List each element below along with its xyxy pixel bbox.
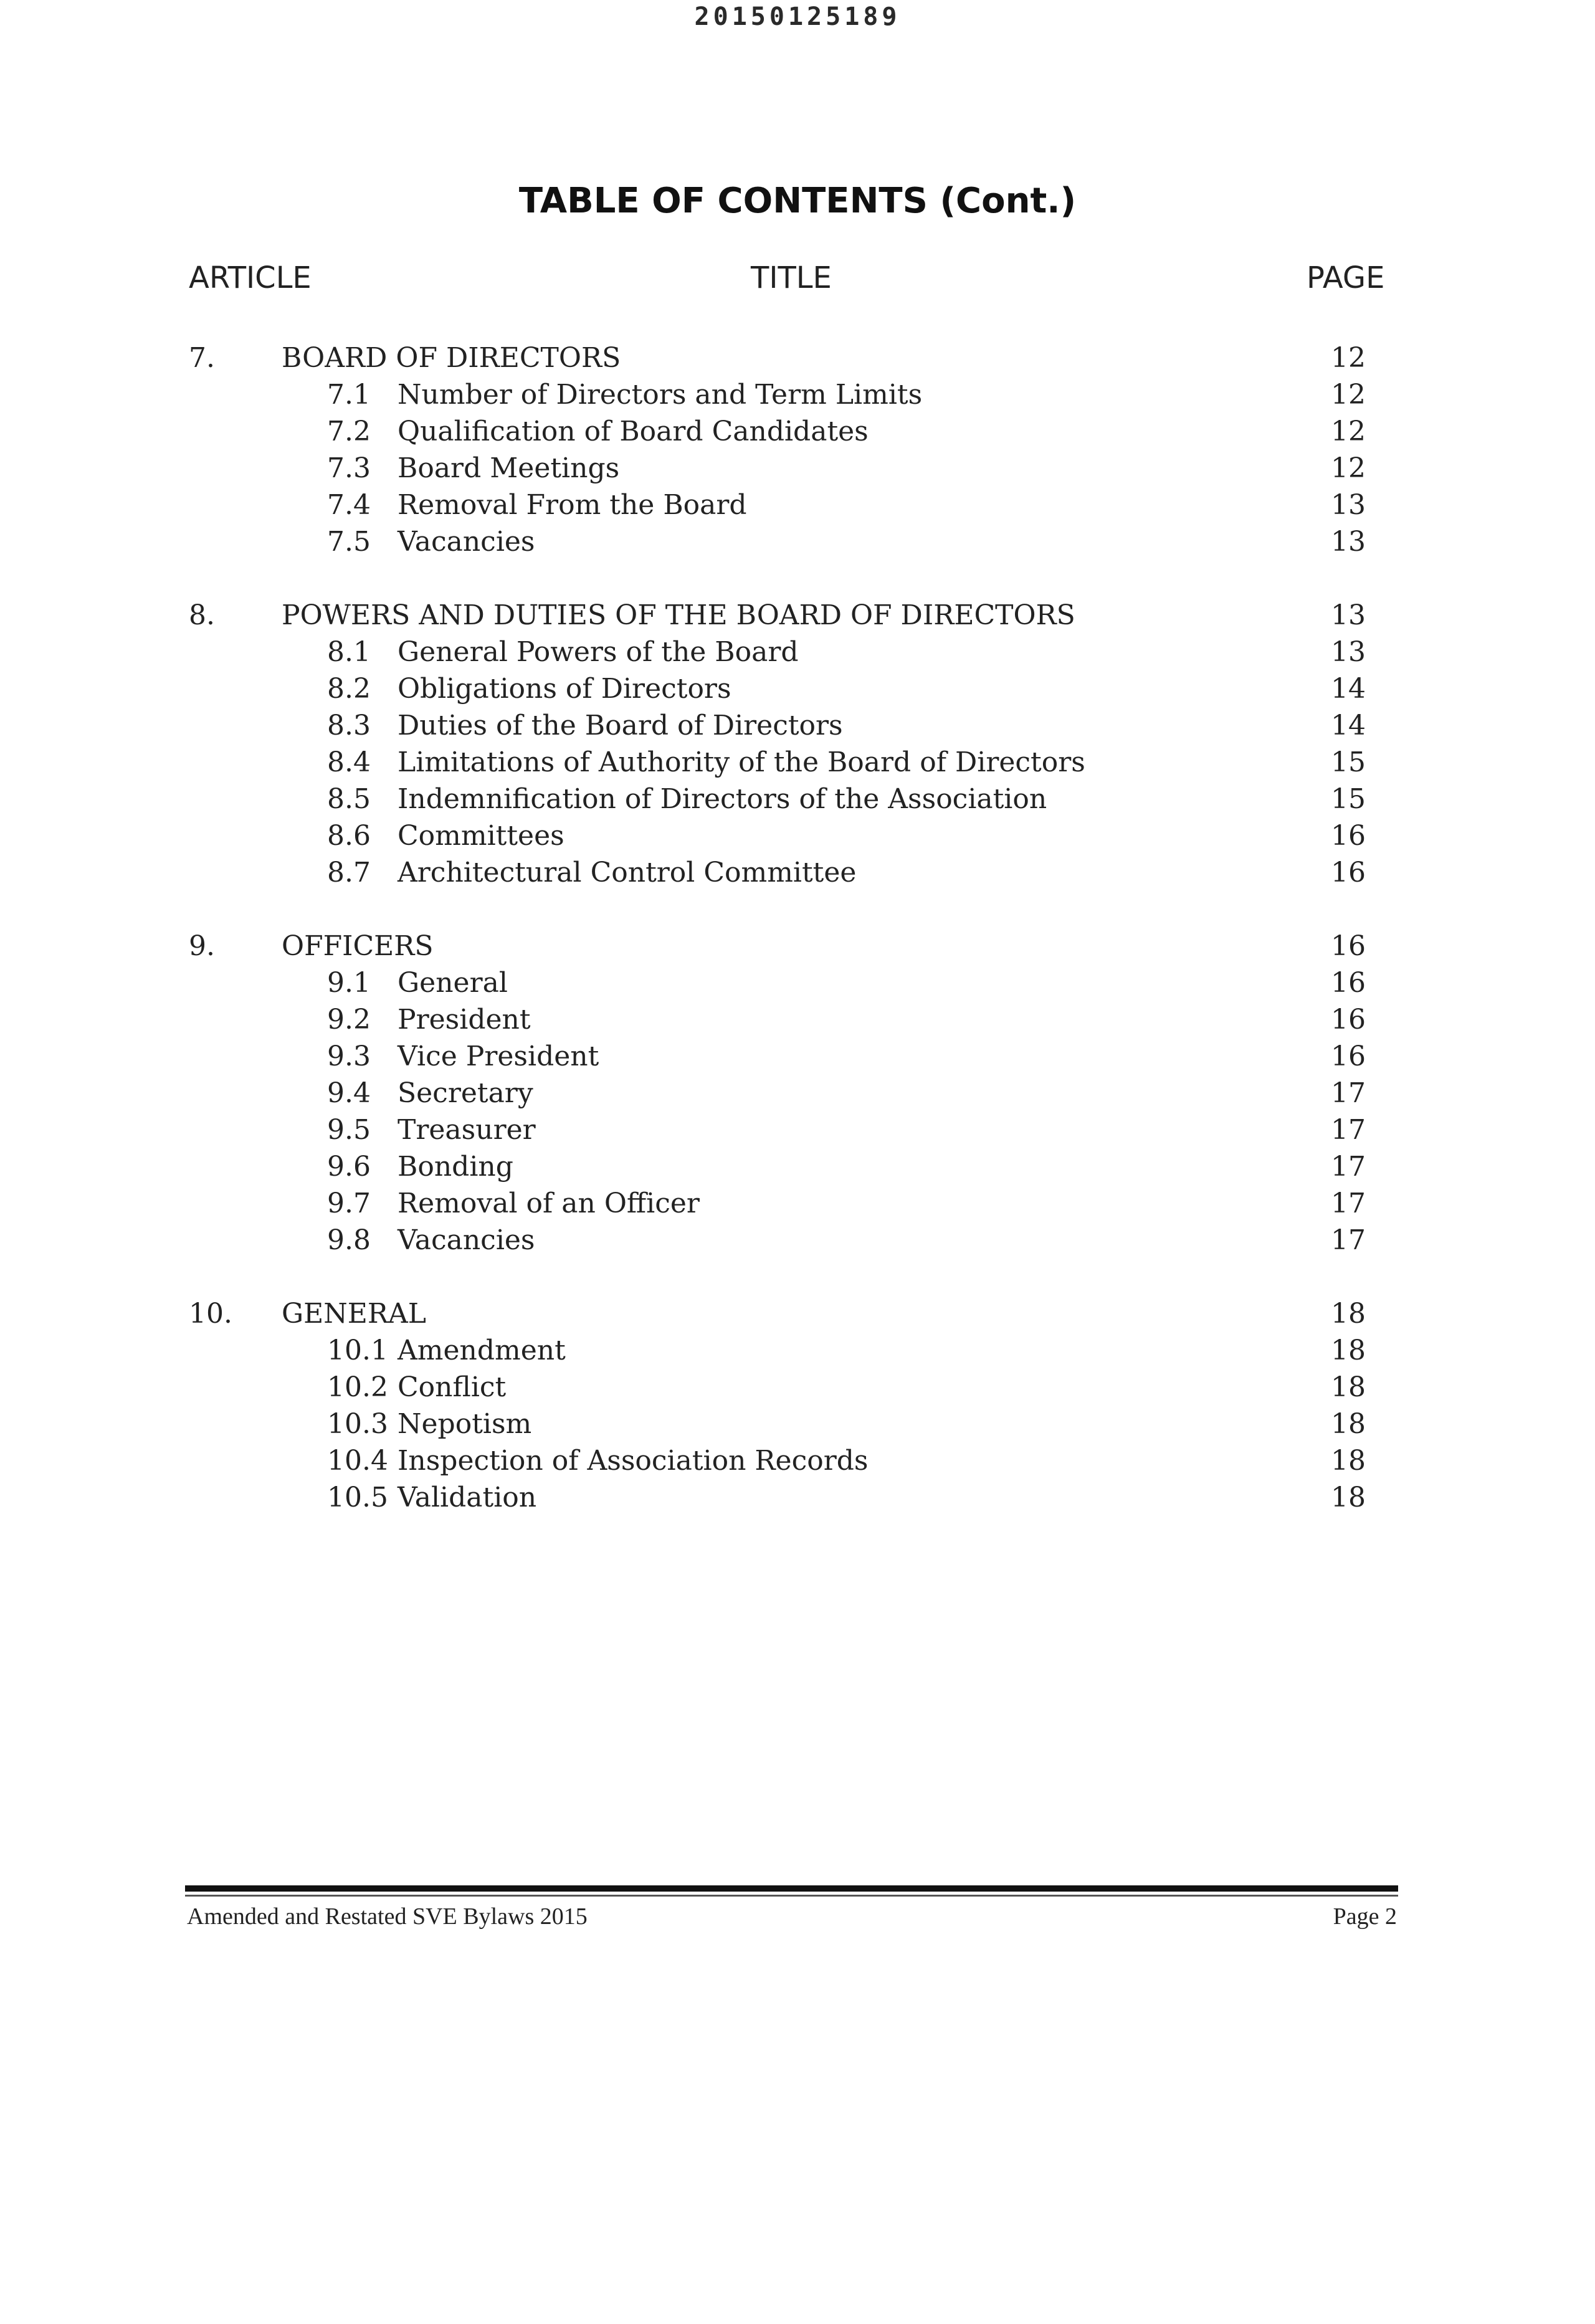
- section-title: Board Meetings: [398, 452, 620, 484]
- section-number: 9.4: [327, 1077, 371, 1109]
- footer-page-number: Page 2: [1333, 1903, 1397, 1930]
- section-page: 17: [1331, 1188, 1366, 1219]
- article-number: 8.: [189, 599, 215, 631]
- section-page: 17: [1331, 1077, 1366, 1109]
- section-title: Duties of the Board of Directors: [398, 710, 843, 741]
- section-title: Obligations of Directors: [398, 673, 731, 705]
- toc-section-row: [0, 634, 1595, 670]
- toc-section-row: [0, 1075, 1595, 1112]
- article-page: 13: [1331, 599, 1366, 631]
- section-title: Vice President: [398, 1041, 599, 1072]
- section-title: Architectural Control Committee: [398, 857, 857, 888]
- section-title: General: [398, 967, 508, 999]
- article-title: BOARD OF DIRECTORS: [282, 342, 621, 374]
- section-page: 16: [1331, 1041, 1366, 1072]
- section-page: 18: [1331, 1408, 1366, 1440]
- section-page: 18: [1331, 1445, 1366, 1477]
- section-page: 13: [1331, 526, 1366, 558]
- toc-section-row: [0, 450, 1595, 487]
- section-page: 12: [1331, 452, 1366, 484]
- column-header-page: PAGE: [1307, 260, 1385, 295]
- section-number: 8.4: [327, 746, 371, 778]
- section-number: 10.5: [327, 1482, 388, 1513]
- section-page: 13: [1331, 636, 1366, 668]
- section-number: 10.1: [327, 1335, 388, 1366]
- section-page: 18: [1331, 1482, 1366, 1513]
- section-number: 8.2: [327, 673, 371, 705]
- section-title: Inspection of Association Records: [398, 1445, 869, 1477]
- toc-section-row: [0, 413, 1595, 450]
- section-page: 14: [1331, 710, 1366, 741]
- toc-section-row: [0, 1148, 1595, 1185]
- footer-rule: [185, 1885, 1398, 1892]
- section-number: 9.5: [327, 1114, 371, 1146]
- toc-section-row: [0, 1222, 1595, 1259]
- toc-section-row: [0, 781, 1595, 817]
- section-number: 9.6: [327, 1151, 371, 1183]
- section-number: 9.2: [327, 1004, 371, 1036]
- section-title: Qualification of Board Candidates: [398, 416, 869, 447]
- toc-article-row: [0, 928, 1595, 964]
- article-number: 7.: [189, 342, 215, 374]
- toc-article-row: [0, 597, 1595, 634]
- article-title: GENERAL: [282, 1298, 427, 1330]
- section-title: Conflict: [398, 1371, 507, 1403]
- toc-section-row: [0, 1038, 1595, 1075]
- footer-rule-thin: [185, 1895, 1398, 1897]
- toc-section-row: [0, 1479, 1595, 1516]
- section-page: 17: [1331, 1224, 1366, 1256]
- toc-article-row: [0, 1295, 1595, 1332]
- toc-section-row: [0, 1112, 1595, 1148]
- section-page: 16: [1331, 820, 1366, 852]
- section-title: Secretary: [398, 1077, 533, 1109]
- section-number: 7.3: [327, 452, 371, 484]
- section-title: Indemnification of Directors of the Association: [398, 783, 1047, 815]
- toc-section-row: [0, 964, 1595, 1001]
- section-number: 8.1: [327, 636, 371, 668]
- section-number: 9.3: [327, 1041, 371, 1072]
- section-number: 10.2: [327, 1371, 388, 1403]
- section-title: Number of Directors and Term Limits: [398, 379, 923, 411]
- toc-section-row: [0, 1406, 1595, 1442]
- article-number: 10.: [189, 1298, 232, 1330]
- section-number: 7.4: [327, 489, 371, 521]
- section-number: 8.5: [327, 783, 371, 815]
- section-title: Nepotism: [398, 1408, 532, 1440]
- toc-section-row: [0, 1442, 1595, 1479]
- toc-title: TABLE OF CONTENTS (Cont.): [518, 181, 1077, 221]
- section-page: 16: [1331, 967, 1366, 999]
- column-header-article: ARTICLE: [189, 260, 312, 295]
- section-title: Amendment: [398, 1335, 566, 1366]
- section-page: 12: [1331, 416, 1366, 447]
- toc-section-row: [0, 744, 1595, 781]
- article-title: OFFICERS: [282, 930, 434, 962]
- toc-section-row: [0, 854, 1595, 891]
- section-title: President: [398, 1004, 531, 1036]
- section-title: Limitations of Authority of the Board of Directors: [398, 746, 1085, 778]
- toc-article-row: [0, 340, 1595, 376]
- section-number: 9.8: [327, 1224, 371, 1256]
- column-header-title: TITLE: [751, 260, 832, 295]
- toc-section-row: [0, 376, 1595, 413]
- article-page: 12: [1331, 342, 1366, 374]
- section-page: 15: [1331, 746, 1366, 778]
- article-page: 16: [1331, 930, 1366, 962]
- section-number: 8.6: [327, 820, 371, 852]
- section-title: Removal of an Officer: [398, 1188, 700, 1219]
- section-title: Validation: [398, 1482, 537, 1513]
- toc-section-row: [0, 523, 1595, 560]
- toc-section-row: [0, 1332, 1595, 1369]
- section-page: 17: [1331, 1151, 1366, 1183]
- section-number: 9.1: [327, 967, 371, 999]
- section-title: Committees: [398, 820, 564, 852]
- section-number: 10.3: [327, 1408, 388, 1440]
- document-number: 20150125189: [694, 2, 901, 31]
- section-page: 17: [1331, 1114, 1366, 1146]
- section-number: 7.2: [327, 416, 371, 447]
- toc-section-row: [0, 817, 1595, 854]
- toc-section-row: [0, 707, 1595, 744]
- section-number: 8.7: [327, 857, 371, 888]
- article-title: POWERS AND DUTIES OF THE BOARD OF DIRECTORS: [282, 599, 1075, 631]
- section-title: Bonding: [398, 1151, 513, 1183]
- section-number: 9.7: [327, 1188, 371, 1219]
- section-number: 10.4: [327, 1445, 388, 1477]
- section-page: 16: [1331, 1004, 1366, 1036]
- section-page: 18: [1331, 1371, 1366, 1403]
- article-number: 9.: [189, 930, 215, 962]
- section-page: 15: [1331, 783, 1366, 815]
- section-page: 13: [1331, 489, 1366, 521]
- section-title: General Powers of the Board: [398, 636, 799, 668]
- toc-section-row: [0, 1369, 1595, 1406]
- section-page: 12: [1331, 379, 1366, 411]
- section-page: 14: [1331, 673, 1366, 705]
- section-number: 7.5: [327, 526, 371, 558]
- section-number: 8.3: [327, 710, 371, 741]
- section-page: 16: [1331, 857, 1366, 888]
- article-page: 18: [1331, 1298, 1366, 1330]
- toc-section-row: [0, 487, 1595, 523]
- section-title: Removal From the Board: [398, 489, 747, 521]
- section-number: 7.1: [327, 379, 371, 411]
- toc-section-row: [0, 670, 1595, 707]
- toc-section-row: [0, 1185, 1595, 1222]
- section-page: 18: [1331, 1335, 1366, 1366]
- section-title: Treasurer: [398, 1114, 536, 1146]
- section-title: Vacancies: [398, 526, 535, 558]
- toc-section-row: [0, 1001, 1595, 1038]
- footer-title: Amended and Restated SVE Bylaws 2015: [187, 1903, 588, 1930]
- section-title: Vacancies: [398, 1224, 535, 1256]
